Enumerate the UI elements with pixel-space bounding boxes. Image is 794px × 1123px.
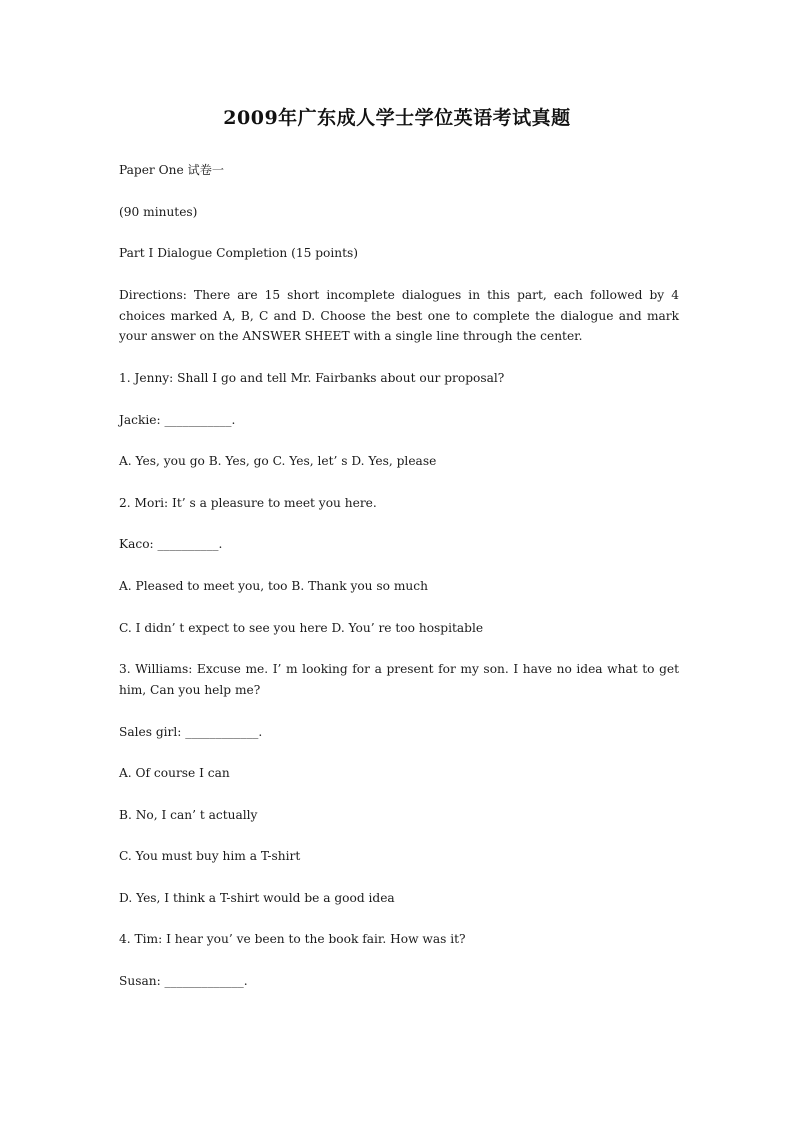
question-4-response: Susan: _____________. (119, 974, 248, 989)
question-1-response: Jackie: ___________. (119, 412, 236, 427)
time-limit: (90 minutes) (119, 204, 198, 219)
question-1-choices: A. Yes, you go B. Yes, go C. Yes, let’ s D. Yes, please (119, 454, 437, 469)
question-3-choice-a: A. Of course I can (119, 766, 230, 781)
question-2-choices-ab: A. Pleased to meet you, too B. Thank you so much (119, 578, 428, 593)
document-title: 2009年广东成人学士学位英语考试真题 (223, 107, 571, 129)
question-2-choices-cd: C. I didn’ t expect to see you here D. You’ re too hospitable (119, 620, 484, 635)
paper-heading: Paper One 试卷一 (119, 163, 225, 177)
question-3-prompt: 3. Williams: Excuse me. I’ m looking for a present for my son. I have no idea what to get him, Can you help me? (119, 662, 679, 697)
question-3-choice-d: D. Yes, I think a T-shirt would be a good idea (119, 890, 395, 905)
question-2-prompt: 2. Mori: It’ s a pleasure to meet you here. (119, 495, 377, 510)
directions-paragraph: Directions: There are 15 short incomplete dialogues in this part, each followed by 4 choices marked A, B, C and D. Choose the best one to complete the dialogue and mark your answer on the ANSWER SHEET with a single line through the center. (119, 287, 679, 344)
part-heading: Part I Dialogue Completion (15 points) (119, 246, 359, 261)
document-body (119, 160, 679, 1013)
question-3-choice-c: C. You must buy him a T-shirt (119, 849, 301, 864)
question-4-prompt: 4. Tim: I hear you’ ve been to the book fair. How was it? (119, 932, 466, 947)
question-3-choice-b: B. No, I can’ t actually (119, 807, 258, 822)
question-1-prompt: 1. Jenny: Shall I go and tell Mr. Fairbanks about our proposal? (119, 370, 505, 385)
question-3-response: Sales girl: ____________. (119, 724, 263, 739)
question-2-response: Kaco: __________. (119, 537, 223, 552)
